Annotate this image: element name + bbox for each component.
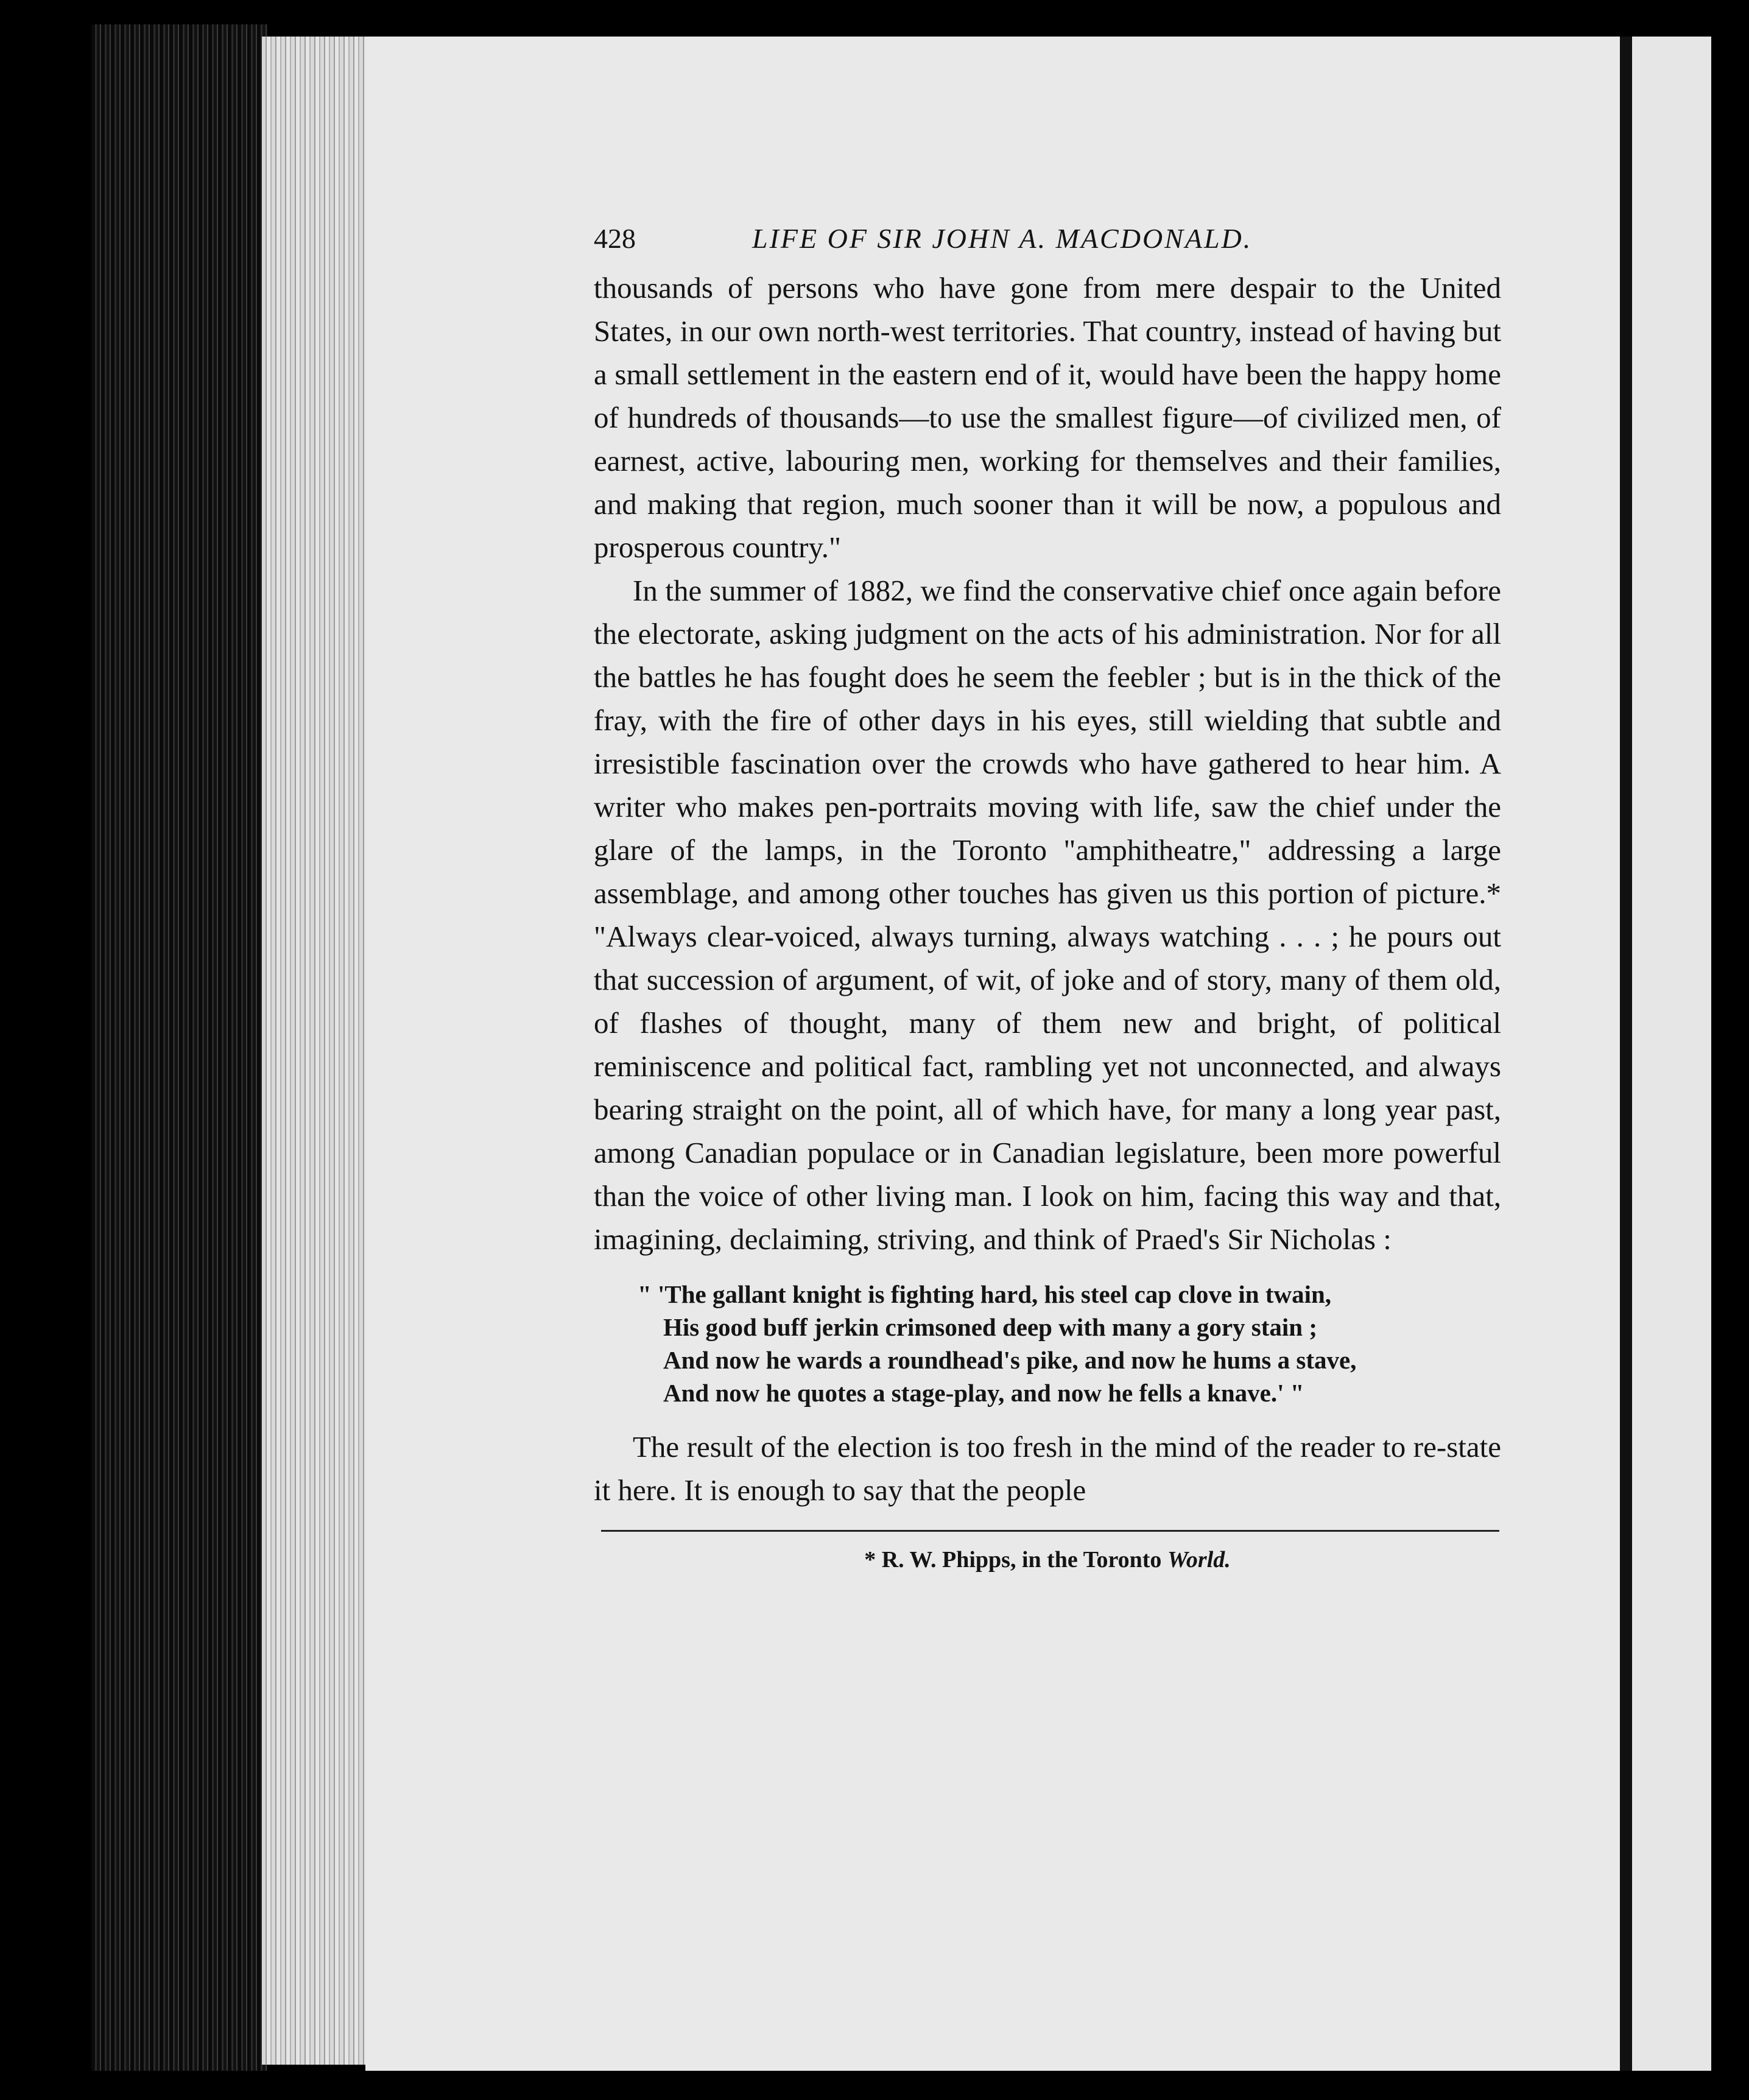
- verse-quotation: [638, 1278, 1501, 1409]
- paragraph-1882-election: In the summer of 1882, we find the conservative chief once again before the electorate, asking judgment on the acts of his administration. Nor for all the battles he has fought does he seem the feebler ; but is in the thick of the fray, with the fire of other days in his eyes, still wielding that subtle and irresistible fascination over the crowds who have gathered to hear him. A writer who makes pen-portraits moving with life, saw the chief under the glare of the lamps, in the Toronto "amphitheatre," addressing a large assemblage, and among other touches has given us this portion of picture.* "Always clear-voiced, always turning, always watching . . . ; he pours out that succession of argument, of wit, of joke and of story, many of them old, of flashes of thought, many of them new and bright, of political reminiscence and political fact, rambling yet not unconnected, and always bearing straight on the point, all of which have, for many a long year past, among Canadian populace or in Canadian legislature, been more powerful than the voice of other living man. I look on him, facing this way and that, imagining, declaiming, striving, and think of Praed's Sir Nicholas :: [594, 574, 1501, 1256]
- facing-page-edge: [1632, 37, 1711, 2071]
- verse-line: And now he quotes a stage-play, and now he fells a knave.' ": [663, 1379, 1304, 1407]
- book-spine-edge: [91, 24, 268, 2071]
- gutter-shadow: [1620, 37, 1632, 2071]
- footnote-rule: [601, 1530, 1499, 1532]
- footnote: [594, 1546, 1501, 1573]
- verse-line: And now he wards a roundhead's pike, and now he hums a stave,: [663, 1346, 1357, 1374]
- verse-line: " 'The gallant knight is fighting hard, his steel cap clove in twain,: [638, 1280, 1332, 1308]
- verse-line: His good buff jerkin crimsoned deep with many a gory stain ;: [663, 1313, 1318, 1341]
- paragraph-election-result: The result of the election is too fresh in the mind of the reader to re-state it here. It is enough to say that the people: [594, 1430, 1501, 1507]
- page-number: 428: [594, 223, 636, 254]
- running-title: LIFE OF SIR JOHN A. MACDONALD.: [752, 223, 1253, 254]
- paragraph-continued: thousands of persons who have gone from mere despair to the United States, in our own north-west territories. That country, instead of having but a small settlement in the eastern end of it, would have been the happy home of hundreds of thousands—to use the smallest figure—of civilized men, of earnest, active, labouring men, working for themselves and their families, and making that region, much sooner than it will be now, a populous and prosperous country.": [594, 271, 1501, 564]
- page-content: [594, 222, 1501, 1573]
- running-head: [594, 222, 1501, 259]
- page-stack-edge: [262, 37, 371, 2065]
- footnote-text: * R. W. Phipps, in the Toronto: [864, 1547, 1162, 1573]
- footnote-italic: World.: [1167, 1547, 1231, 1573]
